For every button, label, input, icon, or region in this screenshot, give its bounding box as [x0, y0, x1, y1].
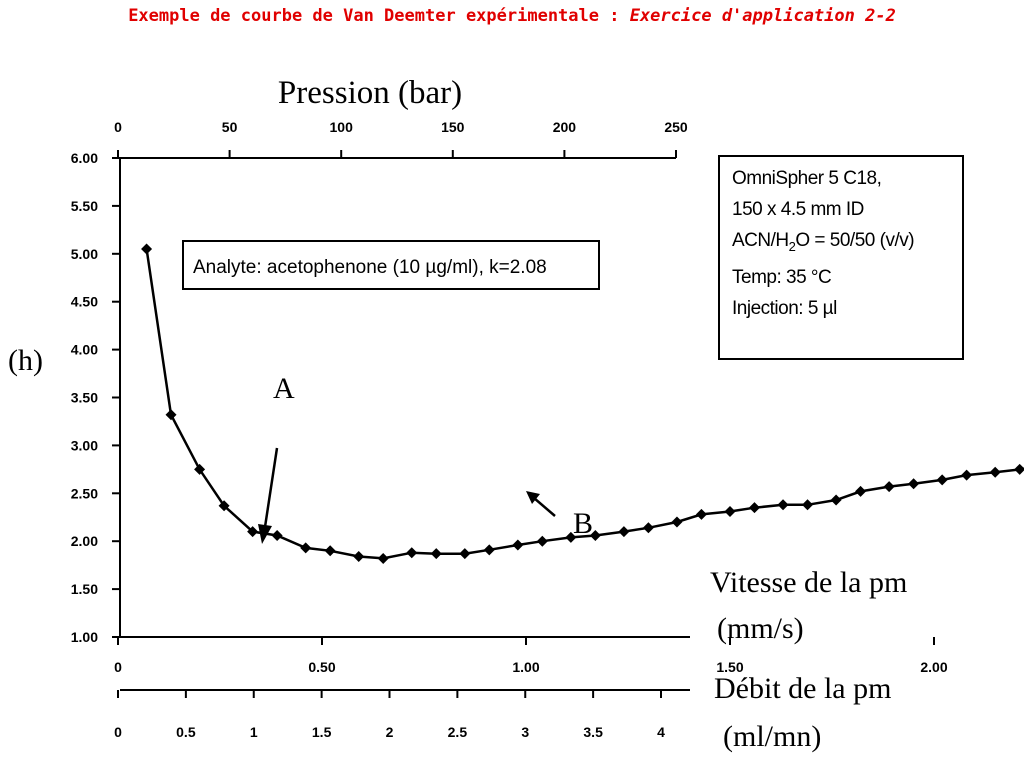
- arrow-A-shaft: [265, 448, 277, 527]
- data-point: [937, 474, 948, 485]
- data-point: [353, 551, 364, 562]
- data-point: [908, 478, 919, 489]
- top-tick-label: 200: [552, 119, 577, 135]
- y-tick-label: 3.00: [70, 437, 98, 454]
- y-tick-label: 1.00: [70, 629, 98, 645]
- data-point: [537, 536, 548, 547]
- data-point: [725, 506, 736, 517]
- y-tick-label: 3.50: [70, 389, 98, 406]
- y-tick-label: 4.00: [70, 341, 98, 358]
- data-point: [990, 467, 1001, 478]
- y-tick-label: 4.50: [70, 293, 98, 310]
- top-tick-label: 250: [664, 119, 688, 135]
- data-point: [300, 542, 311, 553]
- temperature: Temp: 35 °C: [732, 266, 832, 288]
- vitesse-tick-label: 1.50: [716, 659, 744, 675]
- column-type: OmniSpher 5 C18,: [732, 168, 882, 189]
- data-point: [406, 547, 417, 558]
- top-tick-label: 150: [441, 119, 465, 135]
- injection-volume: Injection: 5 µl: [732, 297, 837, 319]
- vitesse-tick-label: 2.00: [920, 659, 948, 675]
- data-point: [431, 548, 442, 559]
- data-point: [459, 548, 470, 559]
- y-tick-label: 5.00: [70, 245, 98, 262]
- debit-tick-label: 4: [657, 724, 665, 740]
- data-point: [1014, 464, 1024, 475]
- data-point: [802, 499, 813, 510]
- data-point: [618, 526, 629, 537]
- debit-label-line2: (ml/mn): [723, 720, 822, 753]
- debit-tick-label: 3.5: [583, 724, 603, 740]
- vitesse-label-line1: Vitesse de la pm: [710, 566, 908, 599]
- data-point: [831, 495, 842, 506]
- debit-tick-label: 1: [249, 724, 258, 740]
- data-point: [141, 244, 152, 255]
- data-point: [696, 509, 707, 520]
- vitesse-tick-label: 0.50: [308, 659, 336, 675]
- analyte-label: Analyte: acetophenone (10 µg/ml), k=2.08: [193, 257, 547, 278]
- data-point: [378, 553, 389, 564]
- top-tick-label: 0: [114, 119, 122, 135]
- data-point: [272, 530, 283, 541]
- y-tick-label: 2.00: [70, 533, 98, 550]
- y-tick-label: 1.50: [70, 581, 98, 598]
- debit-tick-label: 0.5: [176, 724, 196, 740]
- annotation-A: A: [273, 372, 295, 405]
- y-tick-label: 5.50: [70, 197, 98, 214]
- y-axis-label: (h): [8, 344, 43, 377]
- y-tick-label: 6.00: [70, 150, 98, 166]
- vitesse-tick-label: 1.00: [512, 659, 540, 675]
- debit-tick-label: 2: [385, 724, 394, 740]
- y-tick-label: 2.50: [70, 485, 98, 502]
- vitesse-tick-label: 0: [114, 659, 122, 675]
- column-dimensions: 150 x 4.5 mm ID: [732, 199, 864, 220]
- data-point: [884, 481, 895, 492]
- top-tick-label: 50: [221, 119, 238, 135]
- annotation-B: B: [573, 507, 594, 540]
- data-point: [484, 544, 495, 555]
- data-point: [166, 409, 177, 420]
- data-point: [671, 517, 682, 528]
- vitesse-label-line2: (mm/s): [717, 612, 804, 645]
- slide-title-italic: Exercice d'application 2-2: [629, 6, 896, 26]
- debit-tick-label: 0: [114, 724, 122, 740]
- slide-title-prefix: Exemple de courbe de Van Deemter expérimentale :: [128, 6, 630, 26]
- mobile-phase: ACN/$H_2O = 50/50$ (v/v): [732, 230, 915, 254]
- debit-tick-label: 2.5: [447, 724, 468, 740]
- data-point: [643, 522, 654, 533]
- data-point: [778, 499, 789, 510]
- data-point: [749, 502, 760, 513]
- debit-tick-label: 1.5: [311, 724, 332, 740]
- top-axis-label: Pression (bar): [277, 75, 463, 111]
- data-point: [855, 486, 866, 497]
- data-point: [512, 540, 523, 551]
- conditions-box: [718, 155, 964, 360]
- data-point: [325, 545, 336, 556]
- top-tick-label: 100: [329, 119, 353, 135]
- debit-tick-label: 3: [521, 724, 530, 740]
- debit-label-line1: Débit de la pm: [714, 672, 892, 705]
- data-point: [961, 470, 972, 481]
- arrow-B-shaft: [534, 498, 555, 516]
